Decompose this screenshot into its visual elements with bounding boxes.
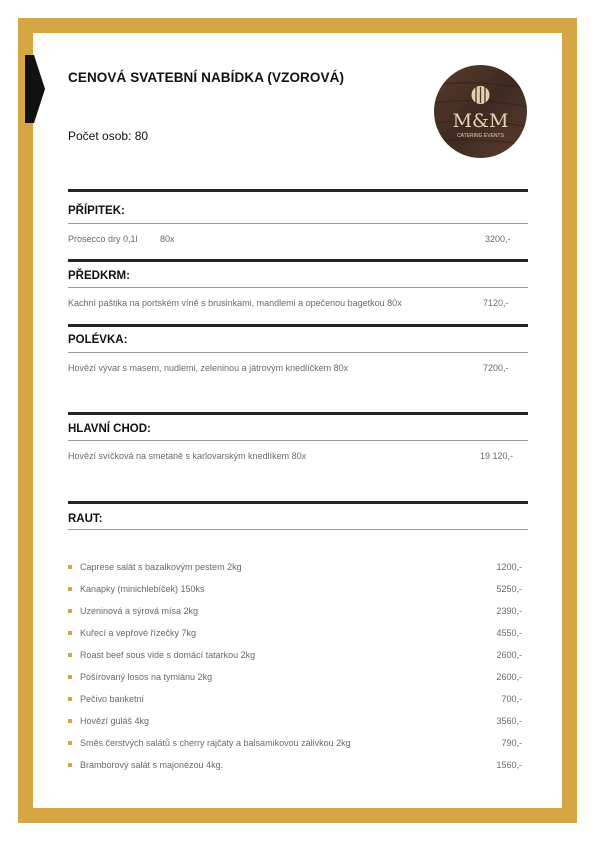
section-underline	[68, 287, 528, 288]
list-item: Pošírovaný losos na tymiánu 2kg 2600,-	[68, 672, 528, 694]
list-item: Caprese salát s bazalkovým pestem 2kg 1200,-	[68, 562, 528, 584]
list-item: Hovězí guláš 4kg 3560,-	[68, 716, 528, 738]
bullet-icon	[68, 587, 72, 591]
bullet-icon	[68, 763, 72, 767]
list-item: Roast beef sous vide s domácí tatarkou 2kg 2600,-	[68, 650, 528, 672]
list-item: Uzeninová a sýrová mísa 2kg 2390,-	[68, 606, 528, 628]
logo-subtitle: CATERING EVENTS	[457, 133, 504, 139]
bullet-icon	[68, 697, 72, 701]
company-logo	[434, 65, 527, 158]
list-item: Kuřecí a vepřové řízečky 7kg 4550,-	[68, 628, 528, 650]
list-item: Bramborový salát s majonézou 4kg. 1560,-	[68, 760, 528, 782]
bullet-icon	[68, 565, 72, 569]
section-divider	[68, 412, 528, 415]
guest-count: Počet osob: 80	[68, 129, 149, 143]
section-divider	[68, 189, 528, 192]
section-divider	[68, 259, 528, 262]
cutlery-icon	[472, 86, 490, 104]
menu-item-price: 19 120,-	[480, 451, 514, 461]
section-heading-pripitek: PŘÍPITEK:	[68, 205, 125, 217]
section-divider	[68, 324, 528, 327]
section-heading-predkrm: PŘEDKRM:	[68, 270, 130, 282]
bookmark-tab-icon	[25, 55, 45, 123]
section-underline	[68, 223, 528, 224]
page-title: CENOVÁ SVATEBNÍ NABÍDKA (VZOROVÁ)	[68, 70, 345, 85]
menu-item-price: 7120,-	[483, 298, 509, 308]
section-heading-raut: RAUT:	[68, 513, 103, 525]
section-underline	[68, 352, 528, 353]
raut-list	[68, 562, 528, 782]
bullet-icon	[68, 631, 72, 635]
bullet-icon	[68, 675, 72, 679]
menu-item-polevka: Hovězí vývar s masem, nudlemi, zeleninou a játrovým knedlíčkem 80x	[68, 363, 349, 373]
list-item: Pečivo banketní 700,-	[68, 694, 528, 716]
menu-item-hlavni: Hovězí svíčková na smetaně s karlovarským knedlíkem 80x	[68, 451, 307, 461]
bullet-icon	[68, 741, 72, 745]
menu-item-predkrm: Kachní paštika na portském víně s brusinkami, mandlemi a opečenou bagetkou 80x	[68, 298, 402, 308]
menu-item-price: 7200,-	[483, 363, 509, 373]
section-heading-hlavni: HLAVNÍ CHOD:	[68, 423, 151, 435]
bullet-icon	[68, 653, 72, 657]
section-underline	[68, 440, 528, 441]
bullet-icon	[68, 609, 72, 613]
menu-item-qty: 80x	[160, 234, 175, 244]
logo-text: M&M	[452, 110, 509, 132]
section-heading-polevka: POLÉVKA:	[68, 334, 128, 346]
menu-item-pripitek: Prosecco dry 0,1l	[68, 234, 138, 244]
list-item: Kanapky (minichlebíček) 150ks 5250,-	[68, 584, 528, 606]
menu-item-price: 3200,-	[485, 234, 511, 244]
section-underline	[68, 529, 528, 530]
bullet-icon	[68, 719, 72, 723]
section-divider	[68, 501, 528, 504]
list-item: Směs čerstvých salátů s cherry rajčaty a balsamikovou zálivkou 2kg 790,-	[68, 738, 528, 760]
